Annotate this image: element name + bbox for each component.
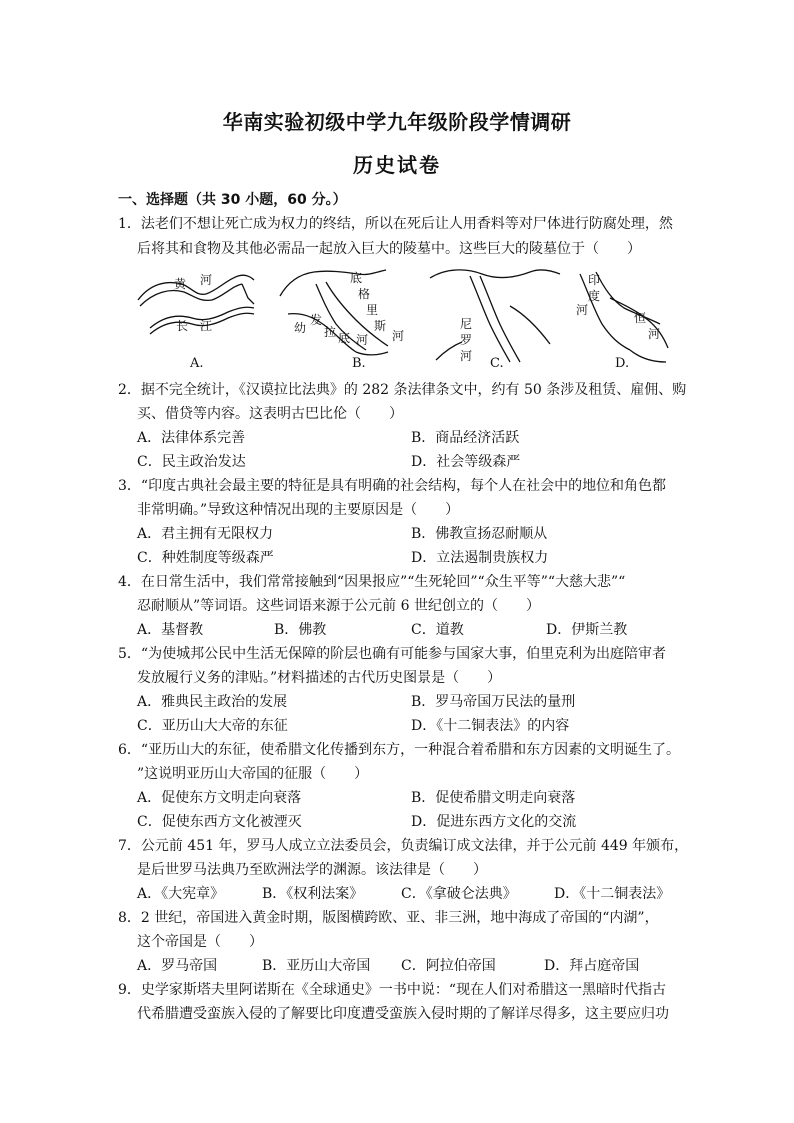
- q7-line-2: 是后世罗马法典乃至欧洲法学的渊源。该法律是（ ）: [137, 862, 487, 878]
- q8-line-2: 这个帝国是（ ）: [137, 934, 263, 950]
- q1-line-2: 后将其和食物及其他必需品一起放入巨大的陵墓中。这些巨大的陵墓位于（ ）: [137, 241, 641, 257]
- exam-subtitle: 历史试卷: [353, 153, 441, 177]
- q2-option-c: C．民主政治发达: [137, 454, 246, 470]
- map-a-option: A.: [190, 356, 204, 371]
- q7-option-d: D．《十二铜表法》: [554, 886, 671, 902]
- q3-line-1: 3．“印度古典社会最主要的特征是具有明确的社会结构，每个人在社会中的地位和角色都: [118, 478, 667, 494]
- map-b-label-8: 拉: [324, 325, 337, 339]
- map-c-label-luo: 罗: [460, 333, 473, 347]
- q4-line-1: 4．在日常生活中，我们常常接触到“因果报应”“生死轮回”“众生平等”“大慈大悲”“: [118, 574, 626, 590]
- q6-line-2: ”这说明亚历山大帝国的征服（ ）: [137, 766, 369, 782]
- map-b-label-5: 河: [392, 329, 405, 343]
- q5-option-c: C．亚历山大大帝的东征: [137, 718, 288, 734]
- map-d-label-heng: 恒: [634, 311, 647, 325]
- q2-line-1: 2．据不完全统计，《汉谟拉比法典》的 282 条法律条文中，约有 50 条涉及租赁、雇佣、购: [118, 382, 687, 398]
- q6-line-1: 6．“亚历山大的东征，使希腊文化传播到东方，一种混合着希腊和东方因素的文明诞生了。: [118, 742, 681, 758]
- q3-option-c: C．种姓制度等级森严: [137, 550, 274, 566]
- map-d-option: D.: [615, 356, 630, 371]
- q3-option-a: A．君主拥有无限权力: [137, 526, 274, 542]
- river-maps: [130, 262, 675, 374]
- q8-option-a: A．罗马帝国: [137, 958, 218, 974]
- q6-option-b: B．促使希腊文明走向衰落: [411, 790, 576, 806]
- q4-option-a: A．基督教: [137, 622, 204, 638]
- map-c-option: C.: [490, 356, 504, 371]
- q2-option-d: D．社会等级森严: [411, 454, 521, 470]
- map-a-label-jiang: 江: [200, 319, 213, 333]
- q3-line-2: 非常明确。”导致这种情况出现的主要原因是（ ）: [137, 502, 460, 518]
- q7-option-b: B．《权利法案》: [262, 886, 364, 902]
- q6-option-d: D．促进东西方文化的交流: [411, 814, 577, 830]
- q6-option-c: C．促使东西方文化被湮灭: [137, 814, 302, 830]
- map-b-label-3: 里: [366, 303, 379, 317]
- exam-title: 华南实验初级中学九年级阶段学情调研: [222, 110, 572, 134]
- map-a-label-huang: 黄: [174, 277, 187, 291]
- map-b-label-4: 斯: [374, 319, 387, 333]
- map-b-label-10: 河: [356, 333, 369, 347]
- q3-option-b: B．佛教宣扬忍耐顺从: [411, 526, 548, 542]
- q8-line-1: 8．2 世纪，帝国进入黄金时期，版图横跨欧、亚、非三洲，地中海成了帝国的“内湖”，: [118, 910, 659, 926]
- q7-line-1: 7．公元前 451 年，罗马人成立立法委员会，负责编订成文法律，并于公元前 449 年颁布，: [118, 838, 689, 854]
- map-b-label-1: 底: [350, 271, 363, 285]
- map-d-label-he2: 河: [648, 327, 661, 341]
- q5-line-2: 发放履行义务的津贴。”材料描述的古代历史图景是（ ）: [137, 670, 502, 686]
- map-a-label-chang: 长: [176, 319, 189, 333]
- q8-option-b: B．亚历山大帝国: [262, 958, 371, 974]
- q4-option-d: D．伊斯兰教: [546, 622, 628, 638]
- q7-option-a: A．《大宪章》: [137, 886, 225, 902]
- map-b-option: B.: [352, 356, 366, 371]
- q5-option-b: B．罗马帝国万民法的量刑: [411, 694, 576, 710]
- q4-line-2: 忍耐顺从”等词语。这些词语来源于公元前 6 世纪创立的（ ）: [137, 598, 540, 614]
- map-b-label-9: 底: [338, 331, 351, 345]
- map-d-label-he: 河: [576, 303, 589, 317]
- q4-option-b: B．佛教: [274, 622, 327, 638]
- q9-line-1: 9．史学家斯塔夫里阿诺斯在《全球通史》一书中说：“现在人们对希腊这一黑暗时代指古: [118, 982, 667, 998]
- map-c-label-he: 河: [460, 349, 473, 363]
- q4-option-c: C．道教: [411, 622, 464, 638]
- map-b-label-2: 格: [358, 287, 371, 301]
- map-a-label-he: 河: [200, 273, 213, 287]
- map-d-label-du: 度: [588, 289, 601, 303]
- q5-line-1: 5．“为使城邦公民中生活无保障的阶层也确有可能参与国家大事，伯里克利为出庭陪审者: [118, 646, 667, 662]
- q5-option-d: D．《十二铜表法》的内容: [411, 718, 570, 734]
- q2-line-2: 买、借贷等内容。这表明古巴比伦（ ）: [137, 406, 403, 422]
- map-c-label-ni: 尼: [460, 317, 473, 331]
- map-b-label-6: 幼: [294, 321, 307, 335]
- q6-option-a: A．促使东方文明走向衰落: [137, 790, 302, 806]
- q2-option-a: A．法律体系完善: [137, 430, 246, 446]
- q1-line-1: 1．法老们不想让死亡成为权力的终结，所以在死后让人用香料等对尸体进行防腐处理，然: [118, 216, 673, 232]
- q8-option-c: C．阿拉伯帝国: [401, 958, 496, 974]
- q9-line-2: 代希腊遭受蛮族入侵的了解要比印度遭受蛮族入侵时期的了解详尽得多，这主要应归功: [137, 1006, 669, 1022]
- q8-option-d: D．拜占庭帝国: [544, 958, 640, 974]
- q3-option-d: D．立法遏制贵族权力: [411, 550, 549, 566]
- q7-option-c: C．《拿破仑法典》: [401, 886, 517, 902]
- q2-option-b: B．商品经济活跃: [411, 430, 520, 446]
- q5-option-a: A．雅典民主政治的发展: [137, 694, 288, 710]
- section-heading: 一、选择题（共 30 小题，60 分。）: [118, 192, 347, 208]
- map-b-label-7: 发: [310, 313, 323, 327]
- map-d-label-yin: 印: [588, 273, 601, 287]
